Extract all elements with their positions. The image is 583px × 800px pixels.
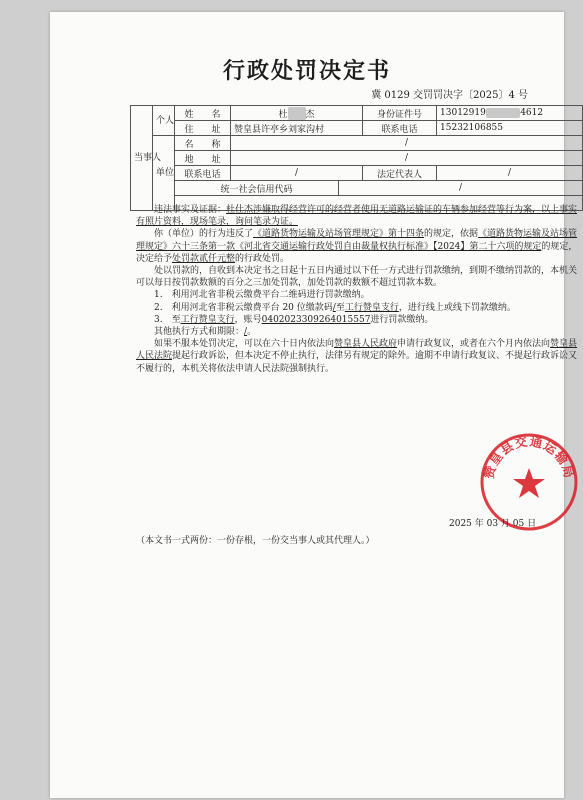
unit-phone-value: / bbox=[231, 166, 363, 181]
issue-date: 2025 年 03 月 05 日 bbox=[449, 519, 537, 529]
footer-note: （本文书一式两份：一份存根，一份交当事人或其代理人。） bbox=[136, 536, 375, 546]
unit-label: 单位 bbox=[153, 136, 175, 211]
bank-account: 0402023309264015557 bbox=[261, 314, 371, 325]
payment-item-1: 1. 利用河北省非税云缴费平台二维码进行罚款缴纳。 bbox=[154, 290, 370, 301]
legal-rep-value: / bbox=[437, 166, 583, 181]
star-icon bbox=[513, 468, 545, 498]
document-page bbox=[50, 12, 578, 798]
id-value: 13012919 4612 bbox=[437, 106, 583, 121]
document-title: 行政处罚决定书 bbox=[222, 58, 391, 84]
legal-rep-label: 法定代表人 bbox=[363, 166, 437, 181]
other-method-line: 其他执行方式和期限：/。 bbox=[154, 327, 257, 338]
unit-name-label: 名 称 bbox=[175, 136, 231, 151]
id-label: 身份证件号 bbox=[363, 106, 437, 121]
document-number: 冀 0129 交罚罚决字〔2025〕4 号 bbox=[371, 90, 528, 101]
payment-item-2: 2. 利用河北省非税云缴费平台 20 位缴款码/至工行赞皇支行，进行线上或线下罚款缴纳。 bbox=[154, 302, 516, 313]
penalty-amount: 处罚款贰仟元整 bbox=[172, 253, 236, 264]
individual-label: 个人 bbox=[153, 106, 175, 136]
contact-value: 15232106855 bbox=[437, 121, 583, 136]
facts-paragraph: 违法事实及证据：杜仕杰涉嫌取得经营许可的经营者使用无道路运输证的车辆参加经营等行为案，以上事实有照片资料，现场笔录，询问笔录为证。 bbox=[136, 205, 578, 228]
name-label: 姓 名 bbox=[175, 106, 231, 121]
name-value: 杜 杰 bbox=[231, 106, 363, 121]
payment-item-3: 3. 至工行赞皇支行，账号0402023309264015557进行罚款缴纳。 bbox=[154, 314, 434, 325]
party-section-label: 当事人 bbox=[131, 106, 153, 211]
document-body bbox=[136, 204, 582, 375]
address-label: 住 址 bbox=[175, 121, 231, 136]
violation-paragraph: 你（单位）的行为违反了《道路货物运输及站场管理规定》第十四条的规定，依据《道路货物运输及站场管理规定》六十三条第一款《河北省交通运输行政处罚自由裁量权执行标准》【2024】第二十六项的规定的规定，决定给予处罚款贰仟元整的行政处罚。 bbox=[136, 229, 578, 264]
appeal-paragraph: 如果不服本处罚决定，可以在六十日内依法向赞皇县人民政府申请行政复议，或者在六个月内依法向赞皇县人民法院提起行政诉讼，但本决定不停止执行，法律另有规定的除外。逾期不申请行政复议、不提起行政诉讼又不履行的，本机关将依法申请人民法院强制执行。 bbox=[136, 339, 578, 374]
unit-address-label: 地 址 bbox=[175, 151, 231, 166]
redaction-mark bbox=[288, 107, 306, 120]
payment-paragraph: 处以罚款的，自收到本决定书之日起十五日内通过以下任一方式进行罚款缴纳，到期不缴纳罚款的，本机关可以每日按罚款数额的百分之三加处罚款，加处罚款的数额不超过罚款本数。 bbox=[136, 266, 578, 289]
unit-phone-label: 联系电话 bbox=[175, 166, 231, 181]
credit-code-label: 统一社会信用代码 bbox=[175, 181, 339, 196]
party-info-table bbox=[130, 105, 583, 211]
address-value: 赞皇县许亭乡刘家沟村 bbox=[231, 121, 363, 136]
contact-label: 联系电话 bbox=[363, 121, 437, 136]
facts-text: 杜仕杰涉嫌取得经营许可的经营者使用无道路运输证的车辆参加经营等行为案，以上事实有照片资料，现场笔录，询问笔录为证。 bbox=[136, 205, 578, 228]
unit-address-value: / bbox=[231, 151, 583, 166]
svg-text:赞皇县交通运输局: 赞皇县交通运输局 bbox=[480, 433, 578, 481]
unit-name-value: / bbox=[231, 136, 583, 151]
credit-code-value: / bbox=[339, 181, 583, 196]
redaction-mark bbox=[486, 108, 520, 118]
